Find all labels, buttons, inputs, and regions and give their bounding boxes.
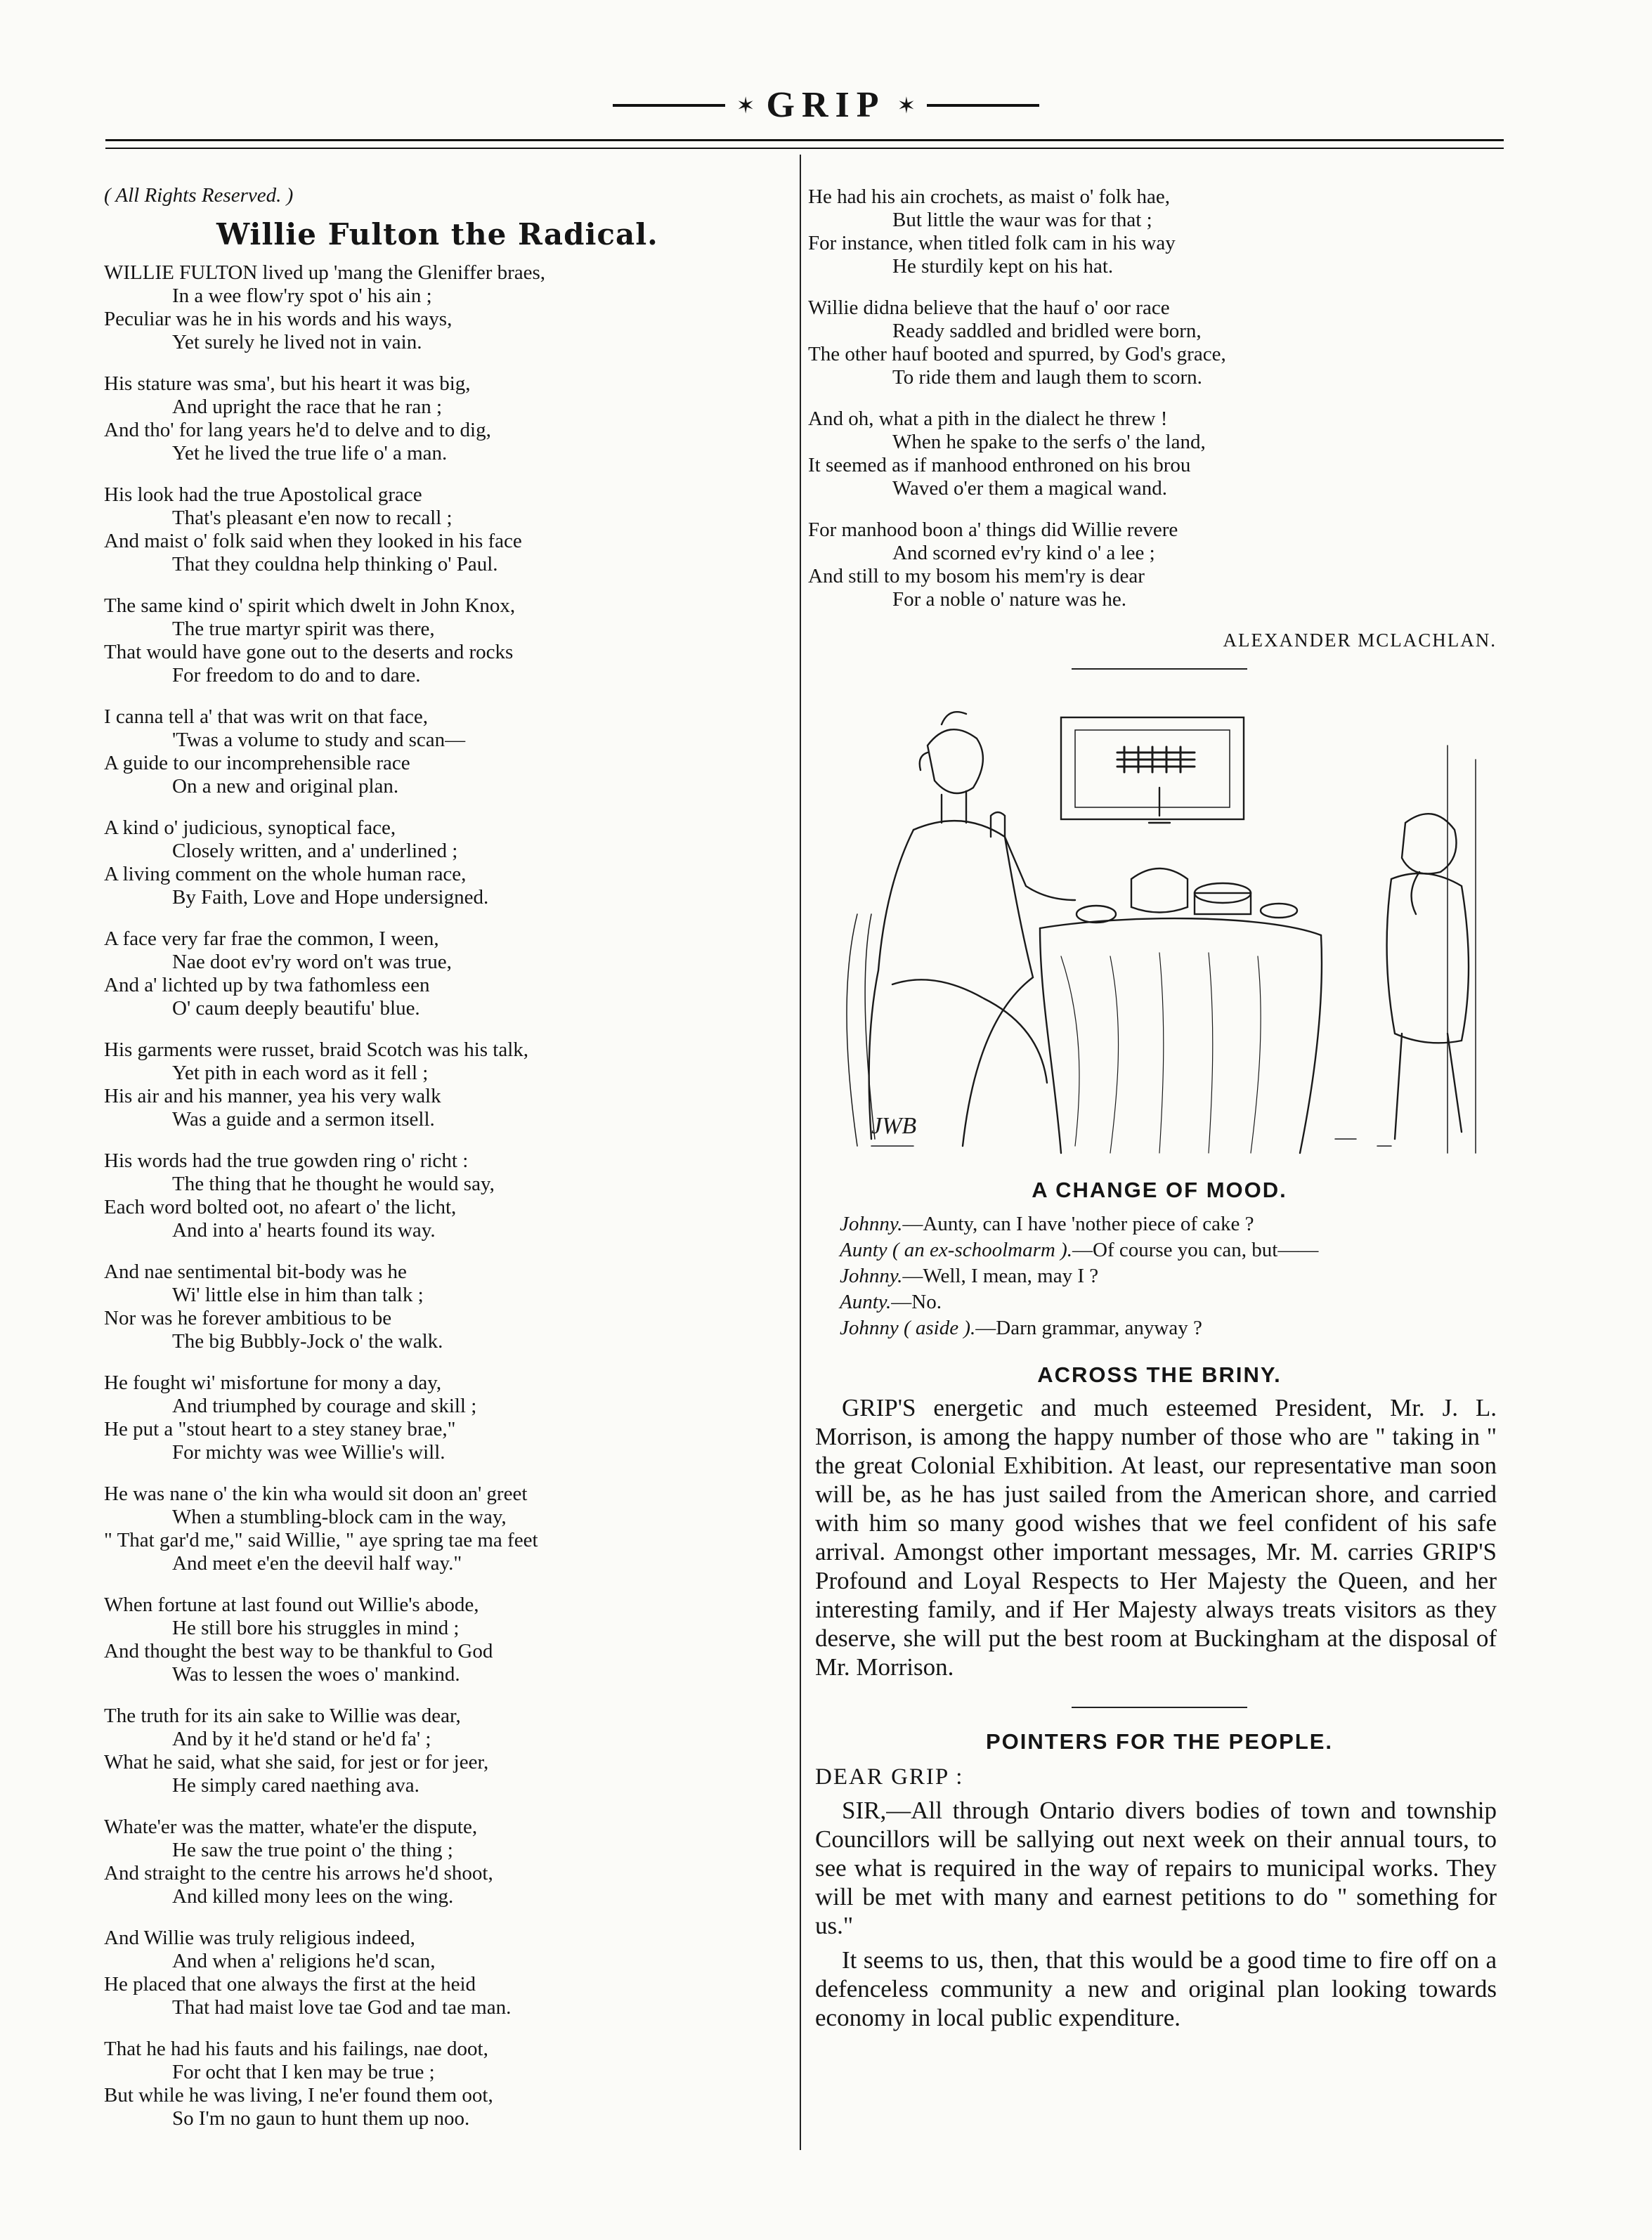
masthead — [0, 84, 1652, 134]
poem-line: For michty was wee Willie's will. — [172, 1441, 445, 1464]
poem-line: For manhood boon a' things did Willie revere — [808, 519, 1178, 541]
poem-line: And thought the best way to be thankful to God — [104, 1640, 493, 1662]
dialog-line — [840, 1211, 1511, 1237]
poem-line: WILLIE FULTON lived up 'mang the Gleniffer braes, — [104, 261, 546, 284]
poem-line: Willie didna believe that the hauf o' oor race — [808, 297, 1170, 319]
poem-line: Was a guide and a sermon itsell. — [172, 1108, 435, 1131]
poem-line: He put a "stout heart to a stey staney brae," — [104, 1418, 456, 1440]
poem-line: That had maist love tae God and tae man. — [172, 1996, 512, 2019]
dialog-text: —Well, I mean, may I ? — [902, 1265, 1099, 1287]
poem-line: Yet surely he lived not in vain. — [172, 331, 422, 353]
section-rule — [1072, 1707, 1247, 1708]
poem-line: A living comment on the whole human race, — [104, 863, 467, 885]
poem-line: The big Bubbly-Jock o' the walk. — [172, 1330, 443, 1353]
poem-line: Each word bolted oot, no afeart o' the licht, — [104, 1196, 457, 1218]
poem-stanza — [104, 594, 779, 687]
poem-stanza — [104, 1705, 779, 1797]
poem-author: ALEXANDER MCLACHLAN. — [1223, 630, 1497, 651]
poem-line: And tho' for lang years he'd to delve and to dig, — [104, 419, 491, 441]
poem-line: Yet he lived the true life o' a man. — [172, 442, 448, 464]
rights-notice: ( All Rights Reserved. ) — [104, 184, 294, 207]
poem-line: And oh, what a pith in the dialect he threw ! — [808, 408, 1168, 430]
dialog-speaker: Aunty ( an ex-schoolmarm ). — [840, 1239, 1072, 1261]
star-ornament-icon: ✶ — [897, 92, 916, 118]
poem-line: When fortune at last found out Willie's abode, — [104, 1594, 479, 1616]
column-divider — [800, 155, 801, 2150]
dialog-text: —Darn grammar, anyway ? — [975, 1317, 1202, 1339]
poem-line: On a new and original plan. — [172, 775, 399, 797]
poem-line: Nor was he forever ambitious to be — [104, 1307, 392, 1329]
poem-line: I canna tell a' that was writ on that face, — [104, 705, 428, 728]
poem-line: And meet e'en the deevil half way." — [172, 1552, 462, 1575]
poem-line: For ocht that I ken may be true ; — [172, 2061, 435, 2083]
poem-line: And when a' religions he'd scan, — [172, 1950, 436, 1972]
poem-line: A kind o' judicious, synoptical face, — [104, 816, 396, 839]
poem-stanza — [104, 1261, 779, 1353]
poem-line: The true martyr spirit was there, — [172, 618, 435, 640]
poem-line: For freedom to do and to dare. — [172, 664, 421, 686]
poem-line: The same kind o' spirit which dwelt in John Knox, — [104, 594, 516, 617]
poem-line: O' caum deeply beautifu' blue. — [172, 997, 420, 1020]
poem-line: The truth for its ain sake to Willie was dear, — [104, 1705, 461, 1727]
poem-line: But little the waur was for that ; — [892, 209, 1152, 231]
masthead-title: GRIP — [766, 85, 886, 125]
poem-continuation — [808, 185, 1511, 611]
poem-body — [104, 261, 779, 2130]
poem-line: His words had the true gowden ring o' richt : — [104, 1150, 469, 1172]
briny-article — [808, 1393, 1511, 1681]
poem-line: His look had the true Apostolical grace — [104, 483, 422, 506]
poem-line: And scorned ev'ry kind o' a lee ; — [892, 542, 1155, 564]
poem-line: Ready saddled and bridled were born, — [892, 320, 1202, 342]
poem-stanza — [104, 1038, 779, 1131]
poem-stanza — [104, 1150, 779, 1242]
poem-line: Was to lessen the woes o' mankind. — [172, 1663, 460, 1686]
poem-line: And killed mony lees on the wing. — [172, 1885, 454, 1908]
poem-line: He fought wi' misfortune for mony a day, — [104, 1372, 442, 1394]
poem-line: And into a' hearts found its way. — [172, 1219, 436, 1242]
cartoon-dialog — [808, 1211, 1511, 1341]
poem-line: That would have gone out to the deserts and rocks — [104, 641, 514, 663]
poem-line: And by it he'd stand or he'd fa' ; — [172, 1728, 431, 1750]
poem-line: His garments were russet, braid Scotch was his talk, — [104, 1038, 529, 1061]
dialog-line — [840, 1289, 1511, 1315]
poem-line: He still bore his struggles in mind ; — [172, 1617, 460, 1639]
poem-line: Yet pith in each word as it fell ; — [172, 1062, 429, 1084]
poem-stanza — [104, 1483, 779, 1575]
poem-stanza — [104, 927, 779, 1020]
poem-line: The other hauf booted and spurred, by God's grace, — [808, 343, 1226, 365]
poem-stanza — [104, 705, 779, 798]
poem-line: And straight to the centre his arrows he'd shoot, — [104, 1862, 493, 1884]
poem-stanza — [104, 2038, 779, 2130]
poem-line: Peculiar was he in his words and his ways, — [104, 308, 453, 330]
poem-line: What he said, what she said, for jest or for jeer, — [104, 1751, 489, 1773]
poem-line: Wi' little else in him than talk ; — [172, 1284, 424, 1306]
masthead-rule-left — [613, 104, 725, 107]
poem-line: And triumphed by courage and skill ; — [172, 1395, 477, 1417]
poem-line: And a' lichted up by twa fathomless een — [104, 974, 430, 996]
poem-stanza — [808, 408, 1511, 500]
poem-title: Willie Fulton the Radical. — [216, 217, 658, 252]
poem-line: Nae doot ev'ry word on't was true, — [172, 951, 452, 973]
poem-stanza — [104, 816, 779, 909]
poem-stanza — [104, 1927, 779, 2019]
section-title-pointers: POINTERS FOR THE PEOPLE. — [985, 1729, 1334, 1754]
poem-stanza — [104, 372, 779, 465]
poem-stanza — [808, 297, 1511, 389]
poem-line: His stature was sma', but his heart it was big, — [104, 372, 471, 395]
poem-line: To ride them and laugh them to scorn. — [892, 366, 1202, 389]
poem-stanza — [104, 1372, 779, 1464]
poem-line: And still to my bosom his mem'ry is dear — [808, 565, 1145, 587]
poem-line: In a wee flow'ry spot o' his ain ; — [172, 285, 432, 307]
cartoon-caption: A CHANGE OF MOOD. — [1032, 1178, 1287, 1202]
poem-line: By Faith, Love and Hope undersigned. — [172, 886, 489, 909]
poem-line: He saw the true point o' the thing ; — [172, 1839, 453, 1861]
dialog-speaker: Johnny. — [840, 1265, 903, 1287]
poem-line: 'Twas a volume to study and scan— — [172, 729, 466, 751]
johnny-head — [1402, 814, 1457, 873]
pointers-paragraph: SIR,—All through Ontario divers bodies of town and township Councillors will be sallying out next week on their annual tours, to see what is required in the way of repairs to municipal works. They will be met with many and earnest petitions to do " something for us." — [815, 1797, 1497, 1939]
artist-signature: JWB — [871, 1113, 917, 1139]
letter-salutation: DEAR GRIP : — [815, 1764, 964, 1790]
dialog-speaker: Johnny ( aside ). — [840, 1317, 976, 1339]
poem-line: " That gar'd me," said Willie, " aye spring tae ma feet — [104, 1529, 538, 1551]
poem-line: And nae sentimental bit-body was he — [104, 1261, 407, 1283]
dialog-line — [840, 1315, 1511, 1341]
masthead-rule-right — [927, 104, 1039, 107]
poem-line: His air and his manner, yea his very walk — [104, 1085, 441, 1107]
pointers-article — [808, 1796, 1511, 2032]
star-ornament-icon: ✶ — [736, 92, 755, 118]
section-title-briny: ACROSS THE BRINY. — [1037, 1362, 1282, 1387]
cartoon-illustration — [829, 703, 1490, 1167]
poem-line: He simply cared naething ava. — [172, 1774, 419, 1797]
poem-line: And maist o' folk said when they looked in his face — [104, 530, 522, 552]
dialog-text: —Aunty, can I have 'nother piece of cake ? — [902, 1213, 1254, 1235]
poem-line: He sturdily kept on his hat. — [892, 255, 1114, 278]
poem-line: He was nane o' the kin wha would sit doon an' greet — [104, 1483, 528, 1505]
poem-line: That he had his fauts and his failings, nae doot, — [104, 2038, 488, 2060]
header-rule — [105, 148, 1504, 149]
poem-stanza — [808, 185, 1511, 278]
dialog-text: —No. — [891, 1291, 942, 1313]
poem-line: So I'm no gaun to hunt them up noo. — [172, 2107, 470, 2130]
pointers-paragraph: It seems to us, then, that this would be a good time to fire off on a defenceless community a new and original plan looking towards economy in local public expenditure. — [815, 1946, 1497, 2031]
right-column — [808, 176, 1511, 2032]
poem-line: Closely written, and a' underlined ; — [172, 840, 458, 862]
poem-line: He had his ain crochets, as maist o' folk hae, — [808, 185, 1170, 208]
poem-line: For instance, when titled folk cam in his way — [808, 232, 1176, 254]
section-rule — [1072, 668, 1247, 670]
poem-line: A guide to our incomprehensible race — [104, 752, 410, 774]
left-column — [104, 184, 779, 2149]
aunty-head — [928, 729, 983, 793]
poem-line: He placed that one always the first at the heid — [104, 1973, 476, 1995]
poem-line: That's pleasant e'en now to recall ; — [172, 507, 453, 529]
dialog-line — [840, 1237, 1511, 1263]
poem-stanza — [104, 1594, 779, 1686]
poem-line: For a noble o' nature was he. — [892, 588, 1126, 611]
poem-line: Waved o'er them a magical wand. — [892, 477, 1168, 500]
poem-line: And upright the race that he ran ; — [172, 396, 443, 418]
poem-line: When he spake to the serfs o' the land, — [892, 431, 1206, 453]
poem-stanza — [104, 1816, 779, 1908]
poem-line: It seemed as if manhood enthroned on his brou — [808, 454, 1191, 476]
poem-stanza — [104, 261, 779, 354]
poem-line: And Willie was truly religious indeed, — [104, 1927, 415, 1949]
poem-line: But while he was living, I ne'er found them oot, — [104, 2084, 493, 2106]
dialog-text: —Of course you can, but—— — [1072, 1239, 1319, 1261]
poem-line: That they couldna help thinking o' Paul. — [172, 553, 498, 575]
poem-line: The thing that he thought he would say, — [172, 1173, 495, 1195]
poem-stanza — [808, 519, 1511, 611]
dialog-line — [840, 1263, 1511, 1289]
poem-stanza — [104, 483, 779, 576]
poem-line: A face very far frae the common, I ween, — [104, 927, 439, 950]
poem-line: Whate'er was the matter, whate'er the dispute, — [104, 1816, 478, 1838]
poem-line: When a stumbling-block cam in the way, — [172, 1506, 507, 1528]
briny-paragraph: GRIP'S energetic and much esteemed President, Mr. J. L. Morrison, is among the happy number of those who are " taking in " the great Colonial Exhibition. At least, our representative man soon will be, as he has just sailed from the American shore, and carried with him so many good wishes that we feel confident of his safe arrival. Amongst other important messages, Mr. M. carries GRIP'S Profound and Loyal Respects to Her Majesty the Queen, and her interesting family, and if Her Majesty always treats visitors as they deserve, she will put the best room at Buckingham at the disposal of Mr. Morrison. — [815, 1394, 1497, 1681]
header-rule — [105, 139, 1504, 141]
dialog-speaker: Johnny. — [840, 1213, 903, 1235]
dialog-speaker: Aunty. — [840, 1291, 892, 1313]
